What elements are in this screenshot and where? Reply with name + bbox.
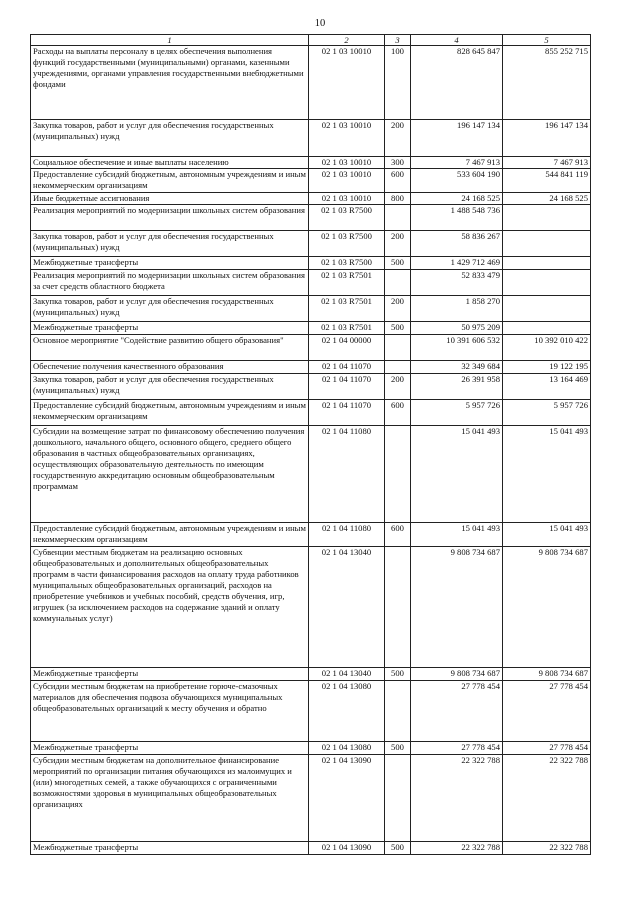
row-code: 02 1 04 11070 — [309, 361, 385, 374]
row-name: Субвенции местным бюджетам на реализацию основных общеобразовательных и дополнительных общеобразовательных программ в части финансирования расходов на оплату труда работников муниципальных общеобразовательных организаций, расходов на приобретение учебников и учебных пособий, средств обучения, игр, игрушек (за исключением расходов на содержание зданий и оплату коммунальных услуг) — [31, 547, 309, 668]
table-row — [31, 296, 591, 322]
row-code: 02 1 03 10010 — [309, 120, 385, 157]
row-amount-2 — [503, 257, 591, 270]
row-name: Реализация мероприятий по модернизации школьных систем образования за счет средств областного бюджета — [31, 270, 309, 296]
row-amount-2 — [503, 270, 591, 296]
row-code: 02 1 03 10010 — [309, 193, 385, 205]
budget-table — [30, 34, 591, 855]
row-amount-1: 9 808 734 687 — [411, 547, 503, 668]
table-row — [31, 270, 591, 296]
row-amount-1: 15 041 493 — [411, 523, 503, 547]
table-row — [31, 400, 591, 426]
table-row — [31, 193, 591, 205]
table-row — [31, 742, 591, 755]
row-amount-2: 22 322 788 — [503, 842, 591, 855]
row-expense-type: 600 — [385, 169, 411, 193]
row-amount-2: 10 392 010 422 — [503, 335, 591, 361]
table-row — [31, 46, 591, 120]
row-code: 02 1 04 13090 — [309, 755, 385, 842]
header-row — [31, 35, 591, 46]
row-amount-1: 24 168 525 — [411, 193, 503, 205]
row-expense-type: 500 — [385, 257, 411, 270]
row-amount-1: 22 322 788 — [411, 842, 503, 855]
row-amount-1: 1 858 270 — [411, 296, 503, 322]
table-row — [31, 361, 591, 374]
row-name: Межбюджетные трансферты — [31, 742, 309, 755]
header-vr: 3 — [385, 35, 411, 46]
row-code: 02 1 03 R7501 — [309, 322, 385, 335]
row-amount-1: 52 833 479 — [411, 270, 503, 296]
row-expense-type: 100 — [385, 46, 411, 120]
row-amount-1: 828 645 847 — [411, 46, 503, 120]
row-amount-2: 7 467 913 — [503, 157, 591, 169]
row-name: Социальное обеспечение и иные выплаты населению — [31, 157, 309, 169]
row-amount-1: 9 808 734 687 — [411, 668, 503, 681]
row-name: Закупка товаров, работ и услуг для обеспечения государственных (муниципальных) нужд — [31, 296, 309, 322]
row-amount-1: 32 349 684 — [411, 361, 503, 374]
row-code: 02 1 04 00000 — [309, 335, 385, 361]
row-code: 02 1 03 10010 — [309, 157, 385, 169]
table-row — [31, 205, 591, 231]
row-expense-type — [385, 335, 411, 361]
row-amount-1: 27 778 454 — [411, 742, 503, 755]
table-row — [31, 547, 591, 668]
row-expense-type — [385, 361, 411, 374]
row-name: Расходы на выплаты персоналу в целях обеспечения выполнения функций государственными (муниципальными) органами, казенными учреждениями, органами управления государственными внебюджетными фондами — [31, 46, 309, 120]
row-amount-1: 22 322 788 — [411, 755, 503, 842]
row-amount-1: 5 957 726 — [411, 400, 503, 426]
table-row — [31, 681, 591, 742]
row-code: 02 1 04 11080 — [309, 426, 385, 523]
row-code: 02 1 04 13080 — [309, 742, 385, 755]
table-row — [31, 157, 591, 169]
row-code: 02 1 04 13040 — [309, 547, 385, 668]
row-amount-2: 13 164 469 — [503, 374, 591, 400]
header-code: 2 — [309, 35, 385, 46]
row-amount-2: 5 957 726 — [503, 400, 591, 426]
row-name: Обеспечение получения качественного образования — [31, 361, 309, 374]
table-row — [31, 120, 591, 157]
row-amount-2: 9 808 734 687 — [503, 547, 591, 668]
row-code: 02 1 03 R7500 — [309, 205, 385, 231]
row-code: 02 1 04 11080 — [309, 523, 385, 547]
row-name: Предоставление субсидий бюджетным, автономным учреждениям и иным некоммерческим организациям — [31, 169, 309, 193]
row-amount-1: 27 778 454 — [411, 681, 503, 742]
row-amount-1: 26 391 958 — [411, 374, 503, 400]
table-row — [31, 426, 591, 523]
row-name: Закупка товаров, работ и услуг для обеспечения государственных (муниципальных) нужд — [31, 231, 309, 257]
row-expense-type — [385, 270, 411, 296]
table-row — [31, 231, 591, 257]
row-amount-1: 196 147 134 — [411, 120, 503, 157]
row-name: Закупка товаров, работ и услуг для обеспечения государственных (муниципальных) нужд — [31, 374, 309, 400]
row-name: Основное мероприятие "Содействие развитию общего образования" — [31, 335, 309, 361]
row-expense-type: 200 — [385, 374, 411, 400]
row-expense-type — [385, 755, 411, 842]
row-name: Предоставление субсидий бюджетным, автономным учреждениям и иным некоммерческим организациям — [31, 523, 309, 547]
header-amount-1: 4 — [411, 35, 503, 46]
row-expense-type: 200 — [385, 120, 411, 157]
table-row — [31, 322, 591, 335]
table-row — [31, 842, 591, 855]
row-amount-2: 19 122 195 — [503, 361, 591, 374]
row-name: Межбюджетные трансферты — [31, 322, 309, 335]
row-expense-type: 600 — [385, 523, 411, 547]
row-amount-2: 544 841 119 — [503, 169, 591, 193]
row-code: 02 1 03 R7500 — [309, 231, 385, 257]
table-row — [31, 257, 591, 270]
row-amount-2: 15 041 493 — [503, 523, 591, 547]
page-number: 10 — [314, 18, 326, 29]
header-name: 1 — [31, 35, 309, 46]
row-code: 02 1 04 13080 — [309, 681, 385, 742]
row-amount-2 — [503, 205, 591, 231]
row-amount-1: 1 429 712 469 — [411, 257, 503, 270]
row-amount-2 — [503, 231, 591, 257]
row-code: 02 1 03 R7501 — [309, 296, 385, 322]
table-row — [31, 169, 591, 193]
row-expense-type: 500 — [385, 742, 411, 755]
row-code: 02 1 03 10010 — [309, 169, 385, 193]
row-expense-type: 200 — [385, 231, 411, 257]
row-amount-1: 58 836 267 — [411, 231, 503, 257]
row-name: Межбюджетные трансферты — [31, 668, 309, 681]
row-amount-2: 196 147 134 — [503, 120, 591, 157]
table-row — [31, 668, 591, 681]
row-code: 02 1 03 10010 — [309, 46, 385, 120]
row-expense-type: 500 — [385, 322, 411, 335]
header-amount-2: 5 — [503, 35, 591, 46]
row-name: Закупка товаров, работ и услуг для обеспечения государственных (муниципальных) нужд — [31, 120, 309, 157]
row-code: 02 1 04 11070 — [309, 374, 385, 400]
row-expense-type — [385, 426, 411, 523]
row-amount-2: 855 252 715 — [503, 46, 591, 120]
row-amount-1: 1 488 548 736 — [411, 205, 503, 231]
row-amount-2: 22 322 788 — [503, 755, 591, 842]
row-expense-type: 600 — [385, 400, 411, 426]
row-code: 02 1 04 11070 — [309, 400, 385, 426]
row-name: Субсидии на возмещение затрат по финансовому обеспечению получения дошкольного, начального общего, основного общего, среднего общего образования в частных общеобразовательных организациях, осуществляющих образовательную деятельность по имеющим государственную аккредитацию основным общеобразовательным программам — [31, 426, 309, 523]
row-name: Субсидии местным бюджетам на приобретение горюче-смазочных материалов для обеспечения подвоза обучающихся муниципальных общеобразовательных организаций к месту обучения и обратно — [31, 681, 309, 742]
row-amount-2: 15 041 493 — [503, 426, 591, 523]
row-name: Реализация мероприятий по модернизации школьных систем образования — [31, 205, 309, 231]
row-expense-type: 500 — [385, 668, 411, 681]
table-row — [31, 755, 591, 842]
row-amount-2 — [503, 296, 591, 322]
row-code: 02 1 04 13090 — [309, 842, 385, 855]
row-amount-2: 24 168 525 — [503, 193, 591, 205]
row-name: Предоставление субсидий бюджетным, автономным учреждениям и иным некоммерческим организациям — [31, 400, 309, 426]
row-expense-type: 800 — [385, 193, 411, 205]
row-code: 02 1 03 R7500 — [309, 257, 385, 270]
row-amount-1: 50 975 209 — [411, 322, 503, 335]
row-expense-type: 300 — [385, 157, 411, 169]
row-name: Субсидии местным бюджетам на дополнительное финансирование мероприятий по организации питания обучающихся из малоимущих и (или) многодетных семей, а также обучающихся с ограниченными возможностями здоровья в муниципальных общеобразовательных организациях — [31, 755, 309, 842]
row-name: Межбюджетные трансферты — [31, 257, 309, 270]
row-code: 02 1 03 R7501 — [309, 270, 385, 296]
row-expense-type — [385, 547, 411, 668]
row-expense-type — [385, 681, 411, 742]
row-amount-1: 533 604 190 — [411, 169, 503, 193]
row-amount-1: 7 467 913 — [411, 157, 503, 169]
row-expense-type: 200 — [385, 296, 411, 322]
row-amount-2: 9 808 734 687 — [503, 668, 591, 681]
row-amount-2 — [503, 322, 591, 335]
table-row — [31, 523, 591, 547]
row-amount-1: 10 391 606 532 — [411, 335, 503, 361]
row-amount-2: 27 778 454 — [503, 681, 591, 742]
row-amount-1: 15 041 493 — [411, 426, 503, 523]
table-row — [31, 374, 591, 400]
table-row — [31, 335, 591, 361]
row-amount-2: 27 778 454 — [503, 742, 591, 755]
row-name: Иные бюджетные ассигнования — [31, 193, 309, 205]
row-expense-type: 500 — [385, 842, 411, 855]
row-code: 02 1 04 13040 — [309, 668, 385, 681]
row-name: Межбюджетные трансферты — [31, 842, 309, 855]
row-expense-type — [385, 205, 411, 231]
